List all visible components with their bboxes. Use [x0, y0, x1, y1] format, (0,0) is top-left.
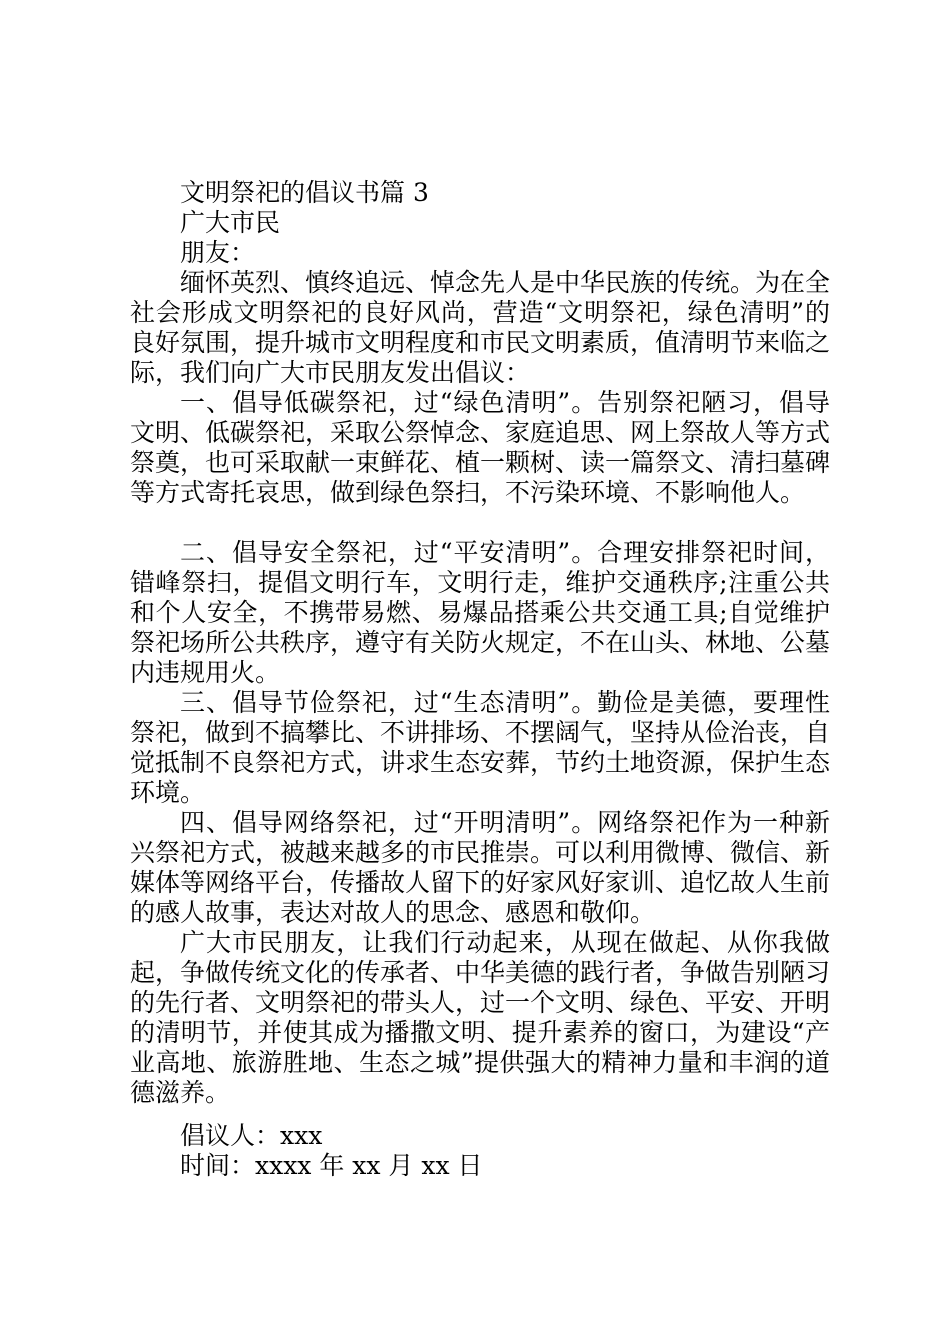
paragraph-proposal-4: 四、倡导网络祭祀，过“开明清明”。网络祭祀作为一种新兴祭祀方式，被越来越多的市民推崇。可以利用微博、微信、新媒体等网络平台，传播故人留下的好家风好家训、追忆故人生前的感人故事，表达对故人的思念、感恩和敬仰。 — [130, 808, 831, 927]
document-title: 文明祭祀的倡议书篇 3 — [180, 178, 429, 207]
paragraph-proposal-1: 一、倡导低碳祭祀，过“绿色清明”。告别祭祀陋习，倡导文明、低碳祭祀，采取公祭悼念、家庭追思、网上祭故人等方式祭奠，也可采取献一束鲜花、植一颗树、读一篇祭文、清扫墓碑等方式寄托哀思，做到绿色祭扫，不污染环境、不影响他人。 — [130, 388, 831, 507]
salutation-line-1: 广大市民 — [180, 208, 281, 237]
paragraph-proposal-3: 三、倡导节俭祭祀，过“生态清明”。勤俭是美德，要理性祭祀，做到不搞攀比、不讲排场、不摆阔气，坚持从俭治丧，自觉抵制不良祭祀方式，讲求生态安葬，节约土地资源，保护生态环境。 — [130, 688, 831, 807]
paragraph-closing: 广大市民朋友，让我们行动起来，从现在做起、从你我做起，争做传统文化的传承者、中华美德的践行者，争做告别陋习的先行者、文明祭祀的带头人，过一个文明、绿色、平安、开明的清明节，并使其成为播撒文明、提升素养的窗口，为建设“产业高地、旅游胜地、生态之城”提供强大的精神力量和丰润的道德滋养。 — [130, 928, 831, 1107]
date-line: 时间：xxxx 年 xx 月 xx 日 — [180, 1151, 483, 1180]
salutation-line-2: 朋友： — [180, 238, 256, 267]
paragraph-intro: 缅怀英烈、慎终追远、悼念先人是中华民族的传统。为在全社会形成文明祭祀的良好风尚，营造“文明祭祀，绿色清明”的良好氛围，提升城市文明程度和市民文明素质，值清明节来临之际，我们向广大市民朋友发出倡议： — [130, 268, 831, 387]
initiator-line: 倡议人：xxx — [180, 1121, 323, 1150]
paragraph-proposal-2: 二、倡导安全祭祀，过“平安清明”。合理安排祭祀时间，错峰祭扫，提倡文明行车，文明行走，维护交通秩序;注重公共和个人安全，不携带易燃、易爆品搭乘公共交通工具;自觉维护祭祀场所公共秩序，遵守有关防火规定，不在山头、林地、公墓内违规用火。 — [130, 538, 831, 687]
